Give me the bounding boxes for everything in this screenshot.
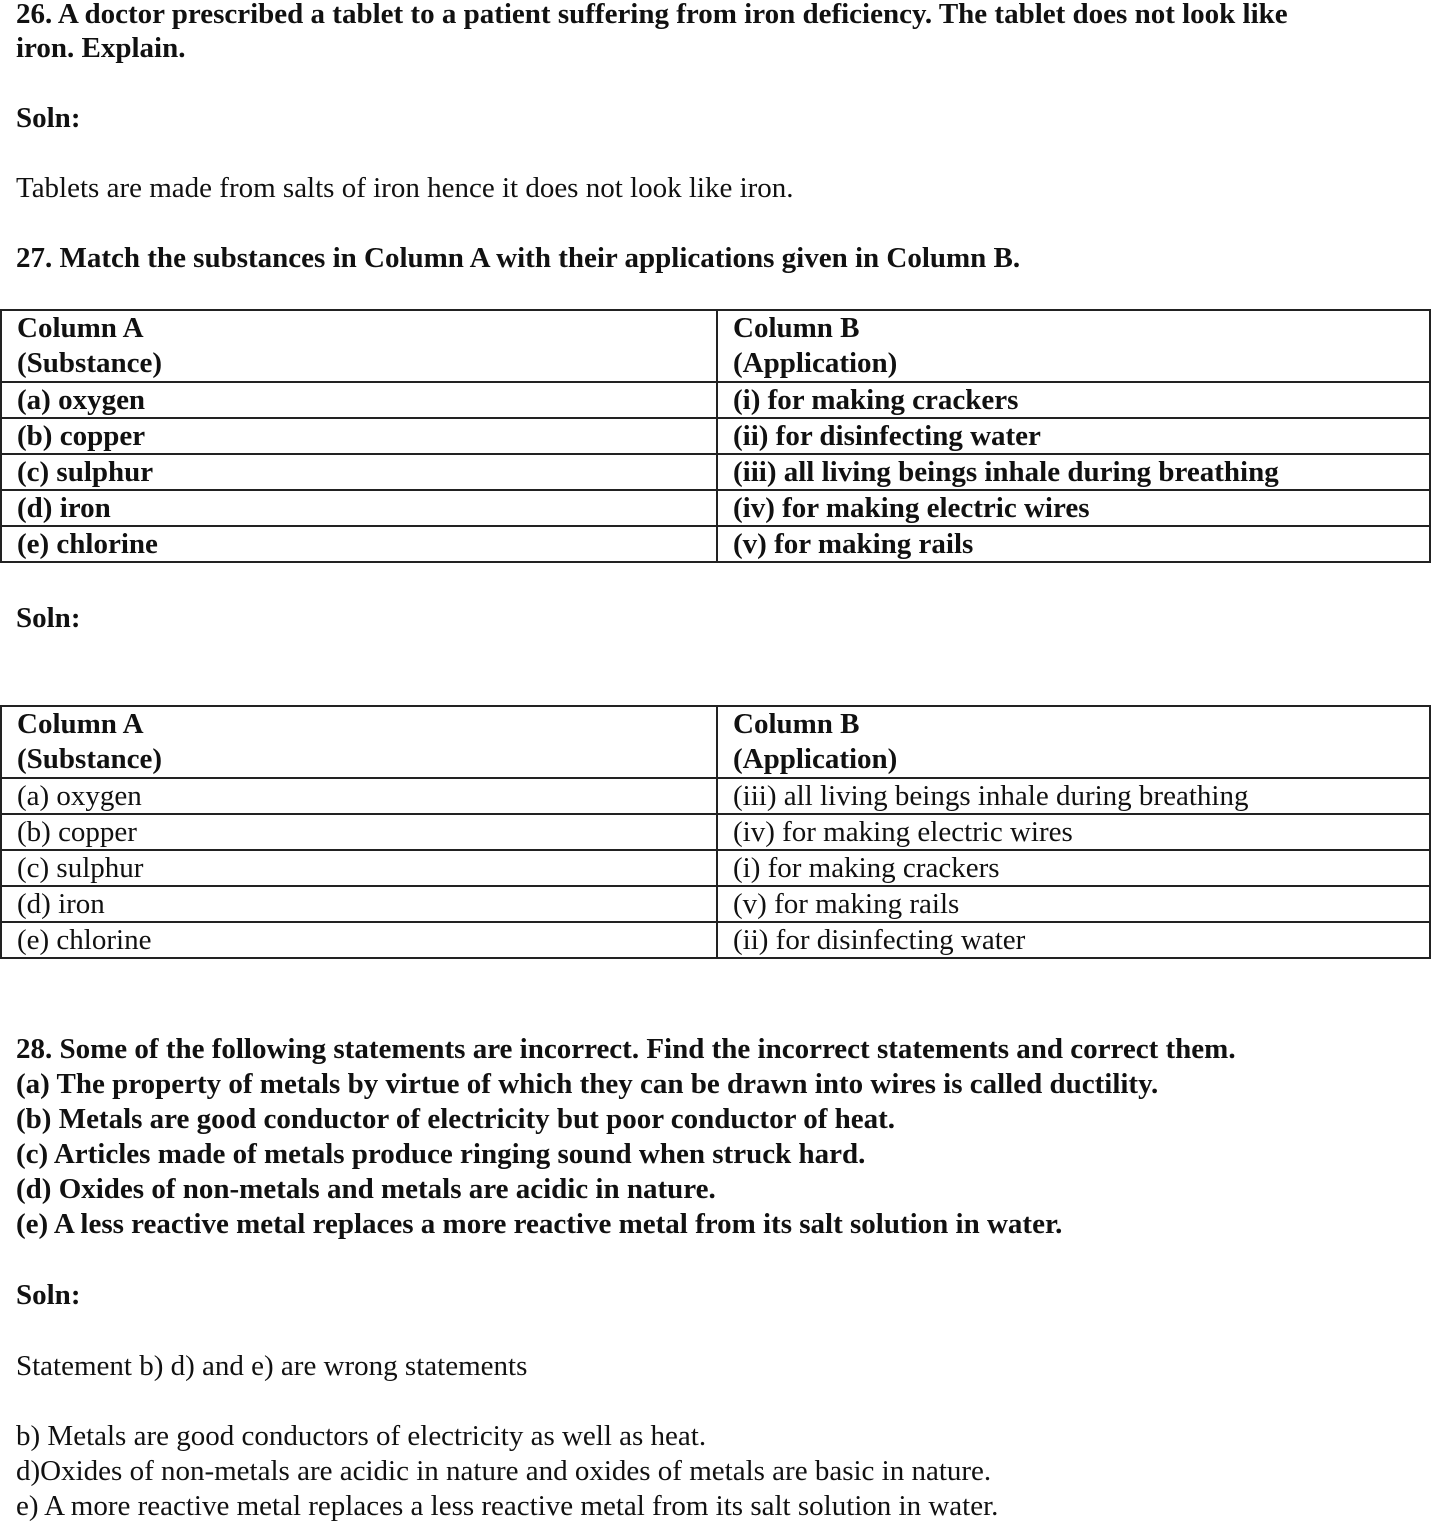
table-row <box>1 418 1430 454</box>
table-header-row <box>1 310 1430 382</box>
q28-correction-b: b) Metals are good conductors of electricity as well as heat. <box>16 1420 707 1452</box>
q28-correction-d: d)Oxides of non-metals are acidic in nature and oxides of metals are basic in nature. <box>16 1455 992 1487</box>
cell-substance: (b) copper <box>1 814 717 850</box>
table-row <box>1 814 1430 850</box>
header-column-b-title: Column B <box>733 312 860 344</box>
header-column-a-title: Column A <box>17 312 144 344</box>
q27-question: 27. Match the substances in Column A with their applications given in Column B. <box>16 242 1021 274</box>
table-header-row <box>1 706 1430 778</box>
cell-substance: (d) iron <box>1 490 717 526</box>
q27-soln-label: Soln: <box>16 602 81 634</box>
cell-substance: (a) oxygen <box>1 778 717 814</box>
table-row <box>1 526 1430 562</box>
cell-substance: (c) sulphur <box>1 850 717 886</box>
q26-answer: Tablets are made from salts of iron hence it does not look like iron. <box>16 172 794 204</box>
cell-application: (v) for making rails <box>717 886 1430 922</box>
cell-application: (v) for making rails <box>717 526 1430 562</box>
q28-statement-a: (a) The property of metals by virtue of which they can be drawn into wires is called ductility. <box>16 1068 1159 1100</box>
header-column-a <box>1 706 717 778</box>
header-column-b-title: Column B <box>733 708 860 740</box>
cell-application: (i) for making crackers <box>717 382 1430 418</box>
q28-statement-c: (c) Articles made of metals produce ringing sound when struck hard. <box>16 1138 866 1170</box>
q28-correction-e: e) A more reactive metal replaces a less reactive metal from its salt solution in water. <box>16 1490 999 1522</box>
table-row <box>1 850 1430 886</box>
cell-application: (ii) for disinfecting water <box>717 418 1430 454</box>
header-column-a-subtitle: (Substance) <box>17 347 163 379</box>
q28-question: 28. Some of the following statements are incorrect. Find the incorrect statements and correct them. <box>16 1033 1236 1065</box>
q28-statement-d: (d) Oxides of non-metals and metals are acidic in nature. <box>16 1173 716 1205</box>
header-column-b <box>717 310 1430 382</box>
cell-application: (iii) all living beings inhale during breathing <box>717 778 1430 814</box>
cell-application: (iv) for making electric wires <box>717 490 1430 526</box>
header-column-a-subtitle: (Substance) <box>17 743 163 775</box>
q28-answer-intro: Statement b) d) and e) are wrong statements <box>16 1350 528 1382</box>
q28-soln-label: Soln: <box>16 1279 81 1311</box>
cell-application: (i) for making crackers <box>717 850 1430 886</box>
q27-match-table <box>0 309 1431 563</box>
table-row <box>1 922 1430 958</box>
cell-substance: (a) oxygen <box>1 382 717 418</box>
table-row <box>1 454 1430 490</box>
q28-statement-b: (b) Metals are good conductor of electricity but poor conductor of heat. <box>16 1103 896 1135</box>
header-column-b <box>717 706 1430 778</box>
table-row <box>1 778 1430 814</box>
header-column-b-subtitle: (Application) <box>733 743 898 775</box>
table-row <box>1 490 1430 526</box>
table-row <box>1 886 1430 922</box>
q28-statement-e: (e) A less reactive metal replaces a more reactive metal from its salt solution in water. <box>16 1208 1063 1240</box>
q26-question-line2: iron. Explain. <box>16 32 186 64</box>
cell-application: (ii) for disinfecting water <box>717 922 1430 958</box>
cell-substance: (b) copper <box>1 418 717 454</box>
cell-application: (iii) all living beings inhale during breathing <box>717 454 1430 490</box>
cell-application: (iv) for making electric wires <box>717 814 1430 850</box>
header-column-b-subtitle: (Application) <box>733 347 898 379</box>
header-column-a <box>1 310 717 382</box>
cell-substance: (d) iron <box>1 886 717 922</box>
header-column-a-title: Column A <box>17 708 144 740</box>
q26-soln-label: Soln: <box>16 102 81 134</box>
table-row <box>1 382 1430 418</box>
cell-substance: (e) chlorine <box>1 526 717 562</box>
q26-question-line1: 26. A doctor prescribed a tablet to a patient suffering from iron deficiency. The tablet does not look like <box>16 0 1288 30</box>
q27-answer-table <box>0 705 1431 959</box>
cell-substance: (c) sulphur <box>1 454 717 490</box>
cell-substance: (e) chlorine <box>1 922 717 958</box>
